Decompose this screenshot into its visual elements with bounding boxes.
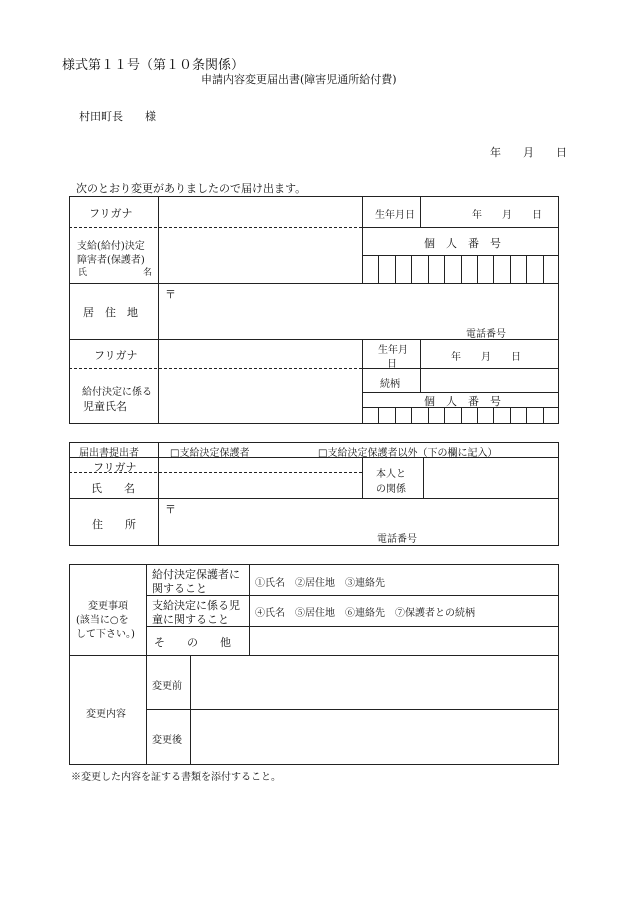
intro-text: 次のとおり変更がありましたので届け出ます。 <box>76 182 307 195</box>
guardian-name-label-line2: 障害者(保護者) <box>77 255 145 266</box>
change-content-label: 変更内容 <box>86 709 126 720</box>
change-row2-options[interactable]: ④氏名 ⑤居住地 ⑥連絡先 ⑦保護者との続柄 <box>255 608 475 619</box>
relation-to-person-line2: の関係 <box>376 484 406 495</box>
guardian-name-label-line1: 支給(給付)決定 <box>77 241 145 252</box>
form-number: 様式第１１号（第１０条関係） <box>62 58 245 73</box>
relation-to-person-line1: 本人と <box>376 469 406 480</box>
after-change-label: 変更後 <box>152 735 182 746</box>
guardian-name-label-shi: 氏 <box>78 268 88 278</box>
change-row3-label: そ の 他 <box>154 636 231 649</box>
child-name-label-line2: 児童氏名 <box>83 400 127 413</box>
child-birth-label-line1: 生年月 <box>378 345 408 356</box>
change-row2-label-line2: 童に関すること <box>152 613 229 626</box>
postal-mark: 〒 <box>165 288 176 301</box>
change-row1-label-line2: 関すること <box>152 582 207 595</box>
child-name-label-line1: 給付決定に係る <box>82 387 152 398</box>
submitter-name-label: 氏 名 <box>91 482 135 495</box>
footer-note: ※変更した内容を証する書類を添付すること。 <box>71 772 281 783</box>
child-personal-number-label: 個 人 番 号 <box>424 395 501 408</box>
child-birth-value: 年 月 日 <box>451 352 521 363</box>
address-label: 居 住 地 <box>83 306 138 319</box>
form-title: 申請内容変更届出書(障害児通所給付費) <box>201 73 397 86</box>
submitter-label: 届出書提出者 <box>79 448 139 459</box>
date-line: 年 月 日 <box>490 146 567 159</box>
submitter-option-guardian[interactable]: □支給決定保護者 <box>170 448 250 459</box>
change-row1-options[interactable]: ①氏名 ②居住地 ③連絡先 <box>255 578 385 589</box>
change-row2-label-line1: 支給決定に係る児 <box>152 599 240 612</box>
submitter-postal-mark: 〒 <box>165 503 176 516</box>
change-row1-label-line1: 給付決定保護者に <box>152 568 240 581</box>
submitter-option-other[interactable]: □支給決定保護者以外（下の欄に記入） <box>318 448 498 459</box>
guardian-name-label-mei: 名 <box>143 268 153 278</box>
change-item-label-line2: (該当に○を <box>76 615 129 626</box>
submitter-phone-label: 電話番号 <box>377 534 417 545</box>
child-furigana-label: フリガナ <box>94 349 138 362</box>
birth-date-label: 生年月日 <box>375 210 415 221</box>
child-birth-label-line2: 日 <box>387 359 397 370</box>
birth-date-value: 年 月 日 <box>472 210 542 221</box>
before-change-label: 変更前 <box>152 681 182 692</box>
addressee: 村田町長 様 <box>79 110 156 123</box>
change-item-label-line3: して下さい。) <box>76 629 135 640</box>
submitter-address-label: 住 所 <box>92 518 136 531</box>
relation-label: 続柄 <box>380 379 400 390</box>
phone-label: 電話番号 <box>466 329 506 340</box>
submitter-furigana-label: フリガナ <box>93 461 137 474</box>
furigana-label: フリガナ <box>89 207 133 220</box>
change-item-label-line1: 変更事項 <box>88 601 128 612</box>
personal-number-label: 個 人 番 号 <box>424 237 501 250</box>
